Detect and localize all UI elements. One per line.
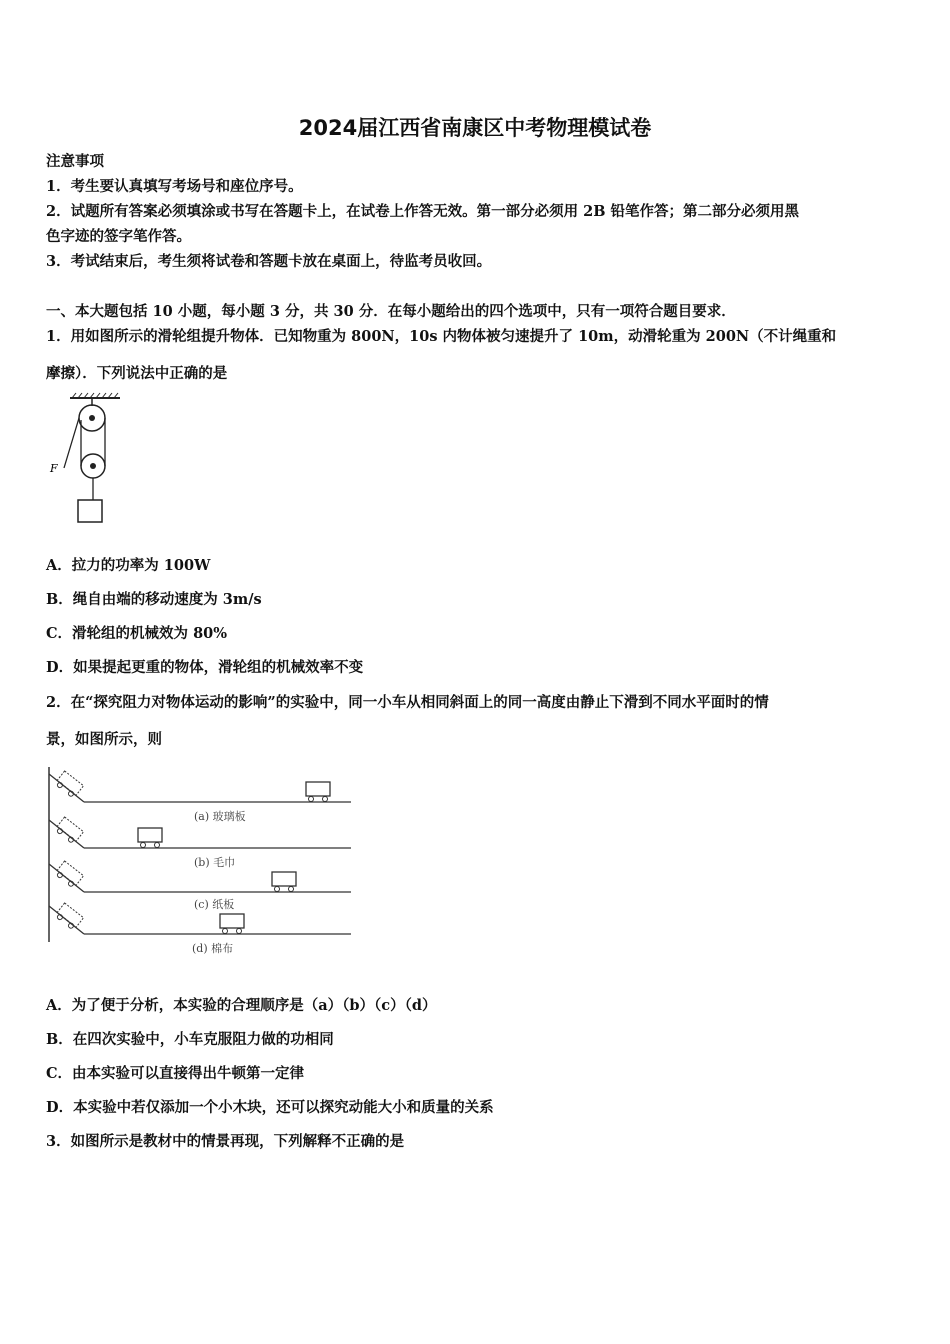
- car-d: [220, 914, 244, 934]
- notice-item-3: 3．考试结束后，考生须将试卷和答题卡放在桌面上，待监考员收回。: [46, 253, 492, 270]
- surface-label-b: (b) 毛巾: [194, 856, 236, 869]
- track-b: [49, 817, 351, 869]
- q2-option-a: A．为了便于分析，本实验的合理顺序是（a）（b）（c）（d）: [46, 997, 437, 1014]
- car-on-slope-b: [54, 817, 83, 845]
- q1-stem-line2: 摩擦）．下列说法中正确的是: [46, 365, 228, 382]
- section-intro: 一、本大题包括 10 小题，每小题 3 分，共 30 分．在每小题给出的四个选项中，只有一项符合题目要求．: [46, 303, 736, 320]
- q1-stem-line1: 1．用如图所示的滑轮组提升物体．已知物重为 800N，10s 内物体被匀速提升了 10m，动滑轮重为 200N（不计绳重和: [46, 328, 837, 345]
- notice-item-1: 1．考生要认真填写考场号和座位序号。: [46, 178, 303, 195]
- q2-stem-line2: 景，如图所示，则: [46, 731, 162, 748]
- rope: [64, 418, 105, 468]
- surface-label-d: (d) 棉布: [192, 942, 234, 955]
- q1-option-d: D．如果提起更重的物体，滑轮组的机械效率不变: [46, 659, 364, 676]
- surface-label-c: (c) 纸板: [194, 898, 235, 911]
- notice-heading: 注意事项: [46, 153, 104, 170]
- q1-option-a: A．拉力的功率为 100W: [46, 557, 211, 574]
- car-on-slope-a: [54, 771, 83, 799]
- track-a: [49, 771, 351, 823]
- q2-stem-line1: 2．在“探究阻力对物体运动的影响”的实验中，同一小车从相同斜面上的同一高度由静止下滑到不同水平面时的情: [46, 694, 769, 711]
- page-title: 2024届江西省南康区中考物理模试卷: [298, 116, 652, 140]
- incline-figure: [44, 762, 356, 962]
- pulley-figure: [44, 390, 124, 530]
- notice-item-2-cont: 色字迹的签字笔作答。: [46, 228, 191, 245]
- q3-stem: 3．如图所示是教材中的情景再现，下列解释不正确的是: [46, 1133, 405, 1150]
- force-label: F: [50, 462, 58, 475]
- ceiling-support: [70, 393, 120, 406]
- fixed-pulley: [79, 405, 105, 431]
- q1-option-c: C．滑轮组的机械效为 80%: [46, 625, 228, 642]
- surface-label-a: (a) 玻璃板: [194, 810, 246, 823]
- notice-item-2: 2．试题所有答案必须填涂或书写在答题卡上，在试卷上作答无效。第一部分必须用 2B 铅笔作答；第二部分必须用黑: [46, 203, 800, 220]
- q2-option-c: C．由本实验可以直接得出牛顿第一定律: [46, 1065, 305, 1082]
- q1-option-b: B．绳自由端的移动速度为 3m/s: [46, 591, 262, 608]
- load-block: [78, 500, 102, 522]
- car-b: [138, 828, 162, 848]
- car-on-slope-c: [54, 861, 83, 889]
- car-a: [306, 782, 330, 802]
- q2-option-b: B．在四次实验中，小车克服阻力做的功相同: [46, 1031, 334, 1048]
- q2-option-d: D．本实验中若仅添加一个小木块，还可以探究动能大小和质量的关系: [46, 1099, 494, 1116]
- car-c: [272, 872, 296, 892]
- car-on-slope-d: [54, 903, 83, 931]
- movable-pulley: [81, 454, 105, 500]
